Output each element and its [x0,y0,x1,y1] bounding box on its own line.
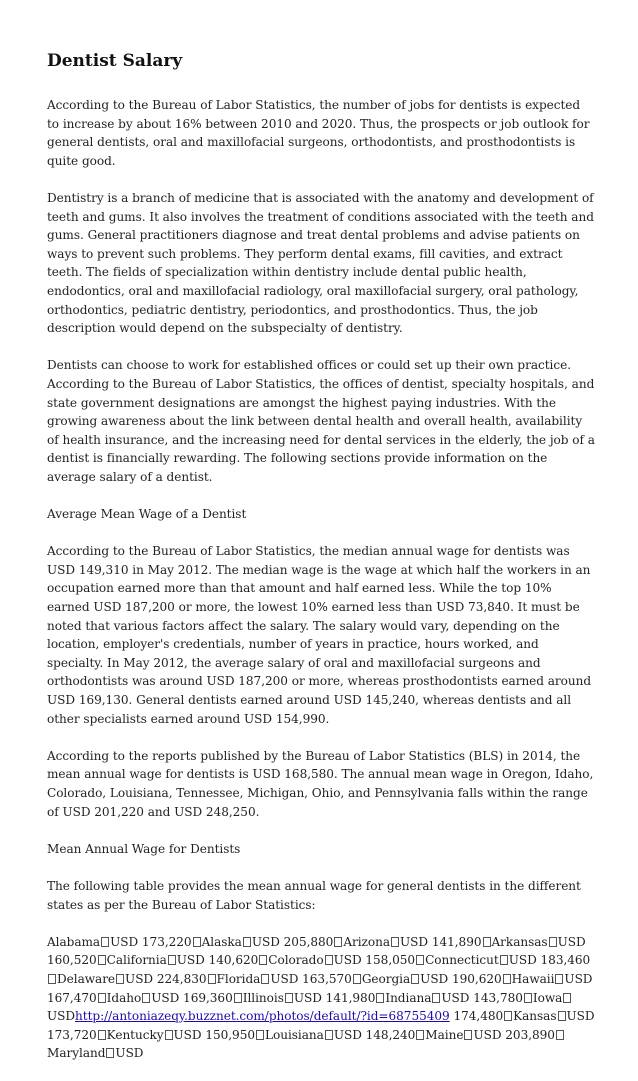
separator-glyph [558,1011,566,1021]
external-link[interactable]: http://antoniazeqy.buzznet.com/photos/default/?id=68755409 [75,1009,450,1024]
wage-list-item: Indiana [385,990,432,1005]
wage-list-item: California [106,953,167,968]
wage-list-item: 174,480 [449,1009,504,1024]
wage-list-item: USD 167,470 [47,971,593,1005]
separator-glyph [234,993,242,1003]
wage-list-item: Colorado [268,953,324,968]
paragraph-table-intro: The following table provides the mean annual wage for general dentists in the different states as per the Bureau of Labor Statistics: [47,878,581,912]
wage-list-item: Illinois [242,990,284,1005]
separator-glyph [193,937,201,947]
separator-glyph [376,993,384,1003]
separator-glyph [411,974,419,984]
separator-glyph [555,974,563,984]
document-page [47,50,595,1081]
wage-list-item: USD 169,360 [151,990,233,1005]
wage-list-item: USD 158,050 [333,953,416,968]
separator-glyph [98,993,106,1003]
wage-list-item: USD 173,720 [47,1009,595,1042]
separator-glyph [98,955,106,965]
separator-glyph [556,1030,564,1040]
wage-list-item: USD 143,780 [441,990,523,1005]
section-heading-mean-annual-wage: Mean Annual Wage for Dentists [47,841,241,856]
separator-glyph [48,974,56,984]
wage-list-item: Kansas [513,1009,557,1024]
wage-list-item: USD 160,520 [47,934,586,968]
separator-glyph [106,1048,114,1058]
wage-list-item: Georgia [361,971,411,986]
separator-glyph [243,937,251,947]
wage-list-item: Idaho [106,990,142,1005]
wage-list-item: Arizona [343,934,391,949]
separator-glyph [325,955,333,965]
wage-list-item: Kentucky [106,1027,164,1042]
wage-list-item: Maine [425,1027,464,1042]
wage-list-item: Louisiana [265,1027,324,1042]
separator-glyph [256,1030,264,1040]
paragraph-bls-2014: According to the reports published by the Bureau of Labor Statistics (BLS) in 2014, the mean annual wage for dentists is USD 168,580. The annual mean wage in Oregon, Idaho, Colorado, Louisiana, Tennessee, Michigan, Ohio, and Pennsylvania falls within the range of USD 201,220 and USD 248,250. [47,748,594,819]
wage-list-item: USD 140,620 [176,953,259,968]
page-title: Dentist Salary [47,51,183,71]
separator-glyph [325,1030,333,1040]
separator-glyph [504,1011,512,1021]
wage-list-item: Florida [216,971,261,986]
wage-list-item: USD 150,950 [173,1027,255,1042]
separator-glyph [500,955,508,965]
wage-list-item: USD 148,240 [333,1027,416,1042]
separator-glyph [208,974,216,984]
separator-glyph [524,993,532,1003]
separator-glyph [98,1030,106,1040]
wage-list-item: USD 183,460 [508,953,591,968]
wage-list-item: USD 205,880 [251,934,334,949]
separator-glyph [353,974,361,984]
separator-glyph [416,955,424,965]
state-wage-list [47,933,595,1063]
paragraph-median-wage: According to the Bureau of Labor Statistics, the median annual wage for dentists was USD 149,310 in May 2012. The median wage is the wage at which half the workers in an occupation earned more than that amount and half earned less. While the top 10% earned USD 187,200 or more, the lowest 10% earned less than USD 73,840. It must be noted that various factors affect the salary. The salary would vary, depending on the location, employer's credentials, number of years in practice, hours worked, and specialty. In May 2012, the average salary of oral and maxillofacial surgeons and orthodontists was around USD 187,200 or more, whereas prosthodontists earned around USD 169,130. General dentists earned around USD 145,240, whereas dentists and all other specialists earned around USD 154,990. [47,544,592,726]
separator-glyph [464,1030,472,1040]
separator-glyph [483,937,491,947]
section-heading-average-mean-wage: Average Mean Wage of a Dentist [47,507,247,522]
wage-list-item: USD 203,890 [473,1027,555,1042]
separator-glyph [416,1030,424,1040]
separator-glyph [165,1030,173,1040]
paragraph-dentistry-overview: Dentistry is a branch of medicine that is associated with the anatomy and development of teeth and gums. It also involves the treatment of conditions associated with the teeth and gums. General practitioners diagnose and treat dental problems and advise patients on ways to prevent such problems. They perform dental exams, fill cavities, and extract teeth. The fields of specialization within dentistry include dental public health, endodontics, oral and maxillofacial radiology, oral maxillofacial surgery, oral pathology, orthodontics, pediatric dentistry, periodontics, and prosthodontics. Thus, the job description would depend on the subspecialty of dentistry. [47,190,594,336]
wage-list-item: USD 141,890 [400,934,482,949]
wage-list-item: USD [47,1009,76,1024]
wage-list-item: Arkansas [491,934,548,949]
wage-list-item: USD [115,1046,144,1061]
separator-glyph [261,974,269,984]
separator-glyph [549,937,557,947]
wage-list-item: USD 224,830 [125,971,207,986]
wage-list-item: USD 173,220 [110,934,192,949]
paragraph-work-settings: Dentists can choose to work for established offices or could set up their own practice. According to the Bureau of Labor Statistics, the offices of dentist, specialty hospitals, and state government designations are amongst the highest paying industries. With the growing awareness about the link between dental health and overall health, availability of health insurance, and the increasing need for dental services in the elderly, the job of a dentist is financially rewarding. The following sections provide information on the average salary of a dentist. [47,358,595,484]
paragraph-job-outlook: According to the Bureau of Labor Statistics, the number of jobs for dentists is expected to increase by about 16% between 2010 and 2020. Thus, the prospects or job outlook for general dentists, oral and maxillofacial surgeons, orthodontists, and prosthodontists is quite good. [47,98,590,168]
wage-list-item: Alabama [47,934,101,949]
wage-list-item: Connecticut [425,953,499,968]
separator-glyph [168,955,176,965]
separator-glyph [142,993,150,1003]
separator-glyph [432,993,440,1003]
wage-list-item: Maryland [47,1046,106,1061]
separator-glyph [259,955,267,965]
wage-list-item: USD 163,570 [270,971,352,986]
wage-list-item: USD 190,620 [420,971,502,986]
wage-list-item: Hawaii [511,971,555,986]
separator-glyph [503,974,511,984]
separator-glyph [285,993,293,1003]
separator-glyph [563,993,571,1003]
separator-glyph [116,974,124,984]
separator-glyph [334,937,342,947]
wage-list-item: USD 141,980 [293,990,376,1005]
wage-list-item: Alaska [201,934,242,949]
wage-list-item: Iowa [532,990,563,1005]
separator-glyph [101,937,109,947]
separator-glyph [391,937,399,947]
wage-list-item: Delaware [57,971,116,986]
